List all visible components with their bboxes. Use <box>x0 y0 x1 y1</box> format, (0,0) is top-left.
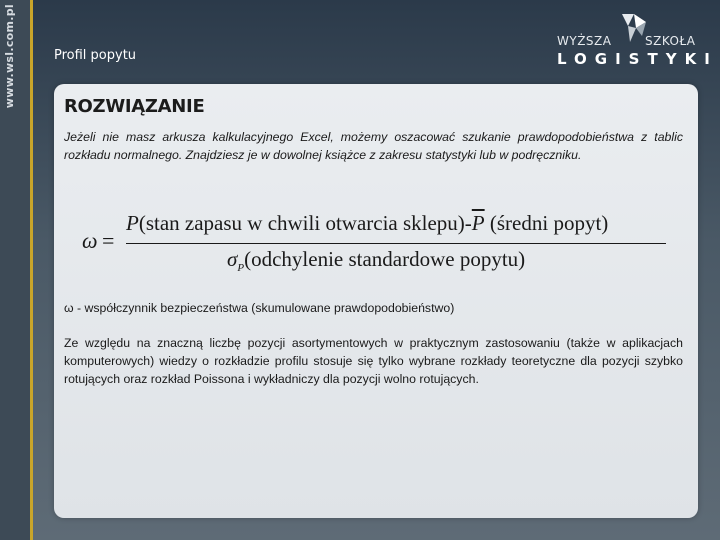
content-panel <box>54 84 698 518</box>
formula-numerator <box>126 211 608 236</box>
formula-equals: = <box>102 228 115 253</box>
formula-numerator-text: (stan zapasu w chwili otwarcia sklepu)- <box>138 211 472 235</box>
formula-denominator <box>227 247 525 274</box>
formula-sigma-subscript: P <box>237 262 245 275</box>
side-accent-line <box>30 0 33 540</box>
distribution-paragraph: Ze względu na znaczną liczbę pozycji asortymentowych w praktycznym zastosowaniu (także w aplikacjach komputerowych) wiedzy o rozkładzie profilu stosuje się tylko wybrane rozkłady teoretyczne dla pozycji szybko rotujących oraz rozkład Poissona i wykładniczy dla pozycji wolno rotujących. <box>64 336 683 386</box>
intro-paragraph: Jeżeli nie masz arkusza kalkulacyjnego Excel, możemy oszacować szukanie prawdopodobieństwa z tablic rozkładu normalnego. Znajdziesz je w dowolnej książce z zakresu statystyki lub w podręczniku. <box>64 130 683 162</box>
section-heading: ROZWIĄZANIE <box>64 96 205 117</box>
formula-numerator-tail: (średni popyt) <box>484 211 609 235</box>
formula-p: P <box>126 211 139 235</box>
school-logo <box>555 12 718 68</box>
fraction-bar <box>126 243 666 244</box>
logo-word-wyzsza: WYŻSZA <box>557 34 612 48</box>
formula-omega: ω <box>82 228 98 253</box>
logo-word-szkola: SZKOŁA <box>645 34 696 48</box>
safety-factor-formula <box>82 209 672 279</box>
side-strip <box>0 0 30 540</box>
omega-definition: ω - współczynnik bezpieczeństwa (skumulowane prawdopodobieństwo) <box>64 301 455 315</box>
logo-word-logistyki: LOGISTYKI <box>557 50 718 68</box>
formula-p-bar: $\overline{P}$ <box>471 211 485 235</box>
website-url: www.wsl.com.pl <box>3 4 16 109</box>
formula-denominator-text: (odchylenie standardowe popytu) <box>244 247 526 271</box>
slide-title: Profil popytu <box>54 48 137 63</box>
formula-sigma: σ <box>227 247 238 271</box>
